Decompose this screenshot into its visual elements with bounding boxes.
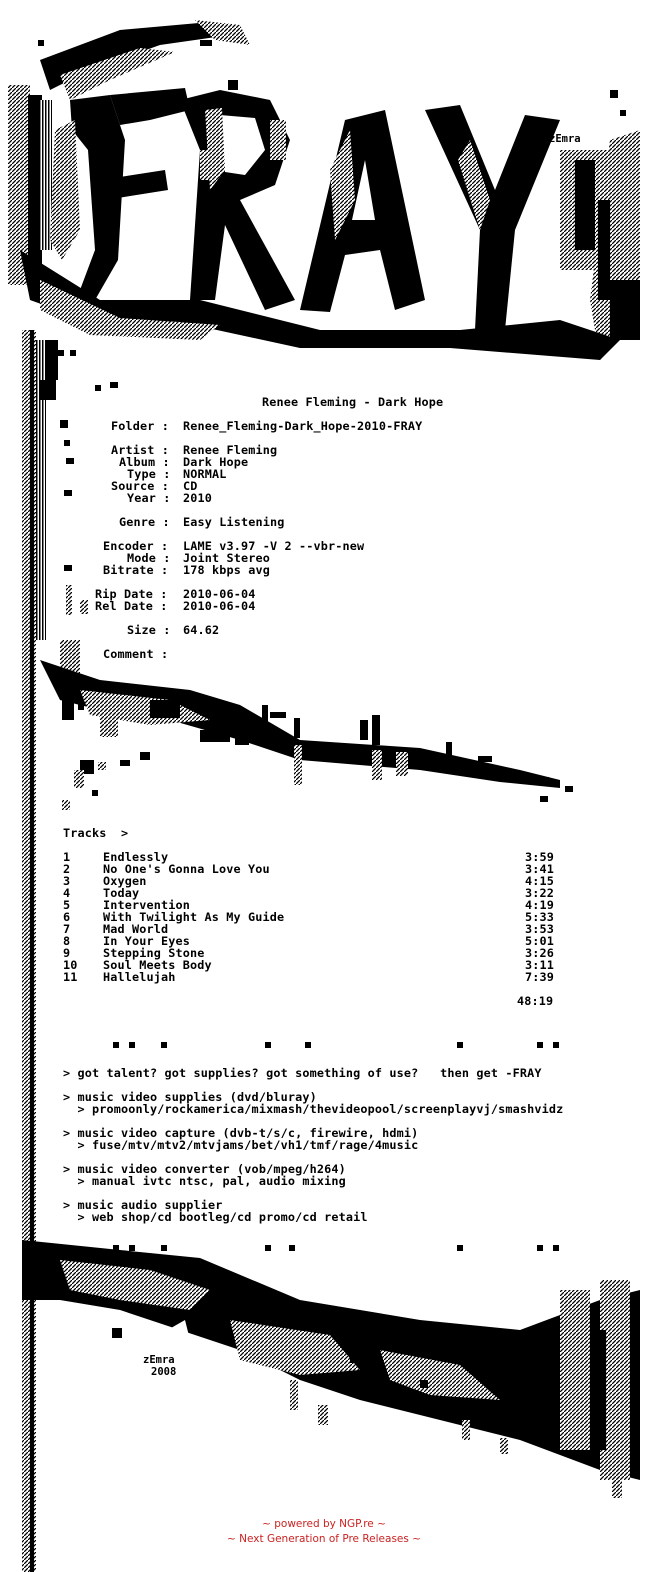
genre-value: Easy Listening xyxy=(183,515,285,529)
signature-year: 2008 xyxy=(151,1366,177,1378)
track-title: No One's Gonna Love You xyxy=(103,862,270,876)
reldate-label: Rel Date : xyxy=(95,599,168,613)
track-duration: 3:11 xyxy=(525,958,555,972)
ad-capture-sub: > fuse/mtv/mtv2/mtvjams/bet/vh1/tmf/rage/4music xyxy=(63,1138,419,1152)
ad-talent: > got talent? got supplies? got something of use? then get -FRAY xyxy=(63,1066,542,1080)
track-number: 2 xyxy=(63,862,71,876)
folder-value: Renee_Fleming-Dark_Hope-2010-FRAY xyxy=(183,419,423,433)
track-number: 10 xyxy=(63,958,78,972)
divider-art xyxy=(40,660,573,802)
ad-converter-title: > music video converter (vob/mpeg/h264) xyxy=(63,1162,346,1176)
year-label: Year : xyxy=(127,491,171,505)
ad-supplies-sub: > promoonly/rockamerica/mixmash/thevideopool/screenplayvj/smashvidz xyxy=(63,1102,564,1116)
track-number: 8 xyxy=(63,934,71,948)
type-label: Type : xyxy=(127,467,171,481)
track-duration: 4:19 xyxy=(525,898,555,912)
bitrate-label: Bitrate : xyxy=(103,563,169,577)
folder-label: Folder : xyxy=(111,419,170,433)
track-title: Stepping Stone xyxy=(103,946,205,960)
track-title: Today xyxy=(103,886,140,900)
encoder-label: Encoder : xyxy=(103,539,169,553)
track-number: 7 xyxy=(63,922,71,936)
genre-label: Genre : xyxy=(119,515,170,529)
track-title: Oxygen xyxy=(103,874,147,888)
ripdate-value: 2010-06-04 xyxy=(183,587,256,601)
track-number: 5 xyxy=(63,898,71,912)
signature-name: zEmra xyxy=(143,1354,175,1366)
type-value: NORMAL xyxy=(183,467,227,481)
size-label: Size : xyxy=(127,623,171,637)
reldate-value: 2010-06-04 xyxy=(183,599,256,613)
artist-label: Artist : xyxy=(111,443,170,457)
track-duration: 3:26 xyxy=(525,946,555,960)
track-title: Hallelujah xyxy=(103,970,176,984)
bottom-art xyxy=(22,1240,640,1561)
track-duration: 3:53 xyxy=(525,922,555,936)
ad-audio-title: > music audio supplier xyxy=(63,1198,223,1212)
size-value: 64.62 xyxy=(183,623,220,637)
track-number: 9 xyxy=(63,946,71,960)
track-title: Endlessly xyxy=(103,850,169,864)
release-title: Renee Fleming - Dark Hope xyxy=(262,395,444,409)
source-label: Source : xyxy=(111,479,170,493)
track-number: 4 xyxy=(63,886,71,900)
artist-tag: zEmra xyxy=(549,133,581,145)
ad-capture-title: > music video capture (dvb-t/s/c, firewire, hdmi) xyxy=(63,1126,419,1140)
track-number: 6 xyxy=(63,910,71,924)
track-duration: 5:01 xyxy=(525,934,555,948)
track-duration: 3:59 xyxy=(525,850,555,864)
ripdate-label: Rip Date : xyxy=(95,587,168,601)
mode-label: Mode : xyxy=(127,551,171,565)
track-duration: 7:39 xyxy=(525,970,555,984)
logo-banner xyxy=(8,20,640,360)
track-duration: 5:33 xyxy=(525,910,555,924)
dot-separator xyxy=(0,1042,648,1048)
dot-separator xyxy=(0,1245,648,1251)
track-title: Soul Meets Body xyxy=(103,958,212,972)
ad-audio-sub: > web shop/cd bootleg/cd promo/cd retail xyxy=(63,1210,368,1224)
track-title: Mad World xyxy=(103,922,169,936)
year-value: 2010 xyxy=(183,491,213,505)
album-label: Album : xyxy=(119,455,170,469)
track-number: 3 xyxy=(63,874,71,888)
ad-converter-sub: > manual ivtc ntsc, pal, audio mixing xyxy=(63,1174,346,1188)
track-title: Intervention xyxy=(103,898,191,912)
tracks-heading: Tracks > xyxy=(63,826,129,840)
footer-tagline: ~ Next Generation of Pre Releases ~ xyxy=(227,1533,421,1545)
source-value: CD xyxy=(183,479,198,493)
encoder-value: LAME v3.97 -V 2 --vbr-new xyxy=(183,539,365,553)
footer-powered-by: ~ powered by NGP.re ~ xyxy=(262,1518,386,1530)
track-duration: 3:22 xyxy=(525,886,555,900)
track-duration: 4:15 xyxy=(525,874,555,888)
artist-value: Renee Fleming xyxy=(183,443,278,457)
track-number: 11 xyxy=(63,970,78,984)
mode-value: Joint Stereo xyxy=(183,551,271,565)
track-number: 1 xyxy=(63,850,71,864)
total-duration: 48:19 xyxy=(517,994,554,1008)
bitrate-value: 178 kbps avg xyxy=(183,563,271,577)
track-duration: 3:41 xyxy=(525,862,555,876)
track-title: In Your Eyes xyxy=(103,934,191,948)
ad-supplies-title: > music video supplies (dvd/bluray) xyxy=(63,1090,317,1104)
comment-label: Comment : xyxy=(103,647,169,661)
album-value: Dark Hope xyxy=(183,455,249,469)
track-title: With Twilight As My Guide xyxy=(103,910,285,924)
